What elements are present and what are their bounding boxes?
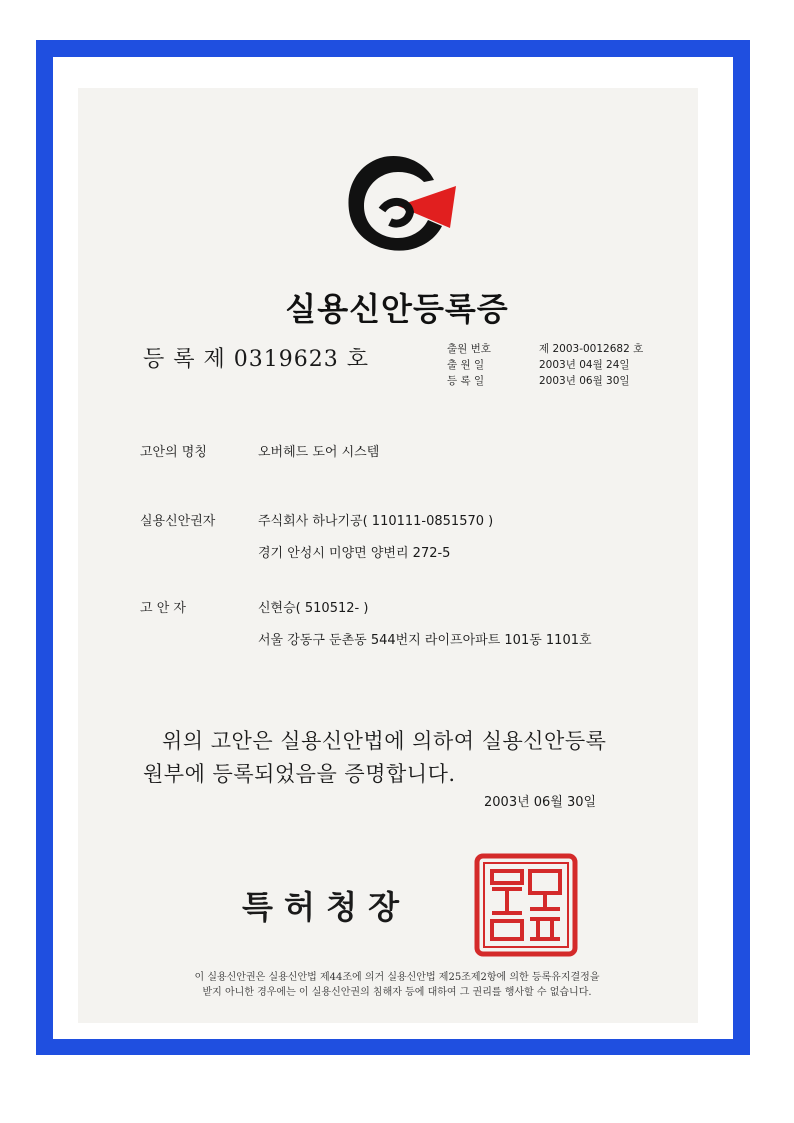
filing-details	[447, 341, 643, 389]
statement-line-2: 원부에 등록되었음을 증명합니다.	[143, 762, 456, 786]
footnote-line-2: 받지 아니한 경우에는 이 실용신안권의 침해자 등에 대하여 그 권리를 행사할 수 없습니다.	[202, 987, 592, 998]
meta-label: 등 록 일	[447, 375, 485, 387]
registration-date-row	[447, 373, 643, 389]
meta-value: 제 2003-0012682 호	[539, 343, 644, 355]
statement-line-1: 위의 고안은 실용신안법에 의하여 실용신안등록	[162, 729, 607, 753]
registration-number: 등 록 제 0319623 호	[143, 347, 369, 372]
inventor-address: 서울 강동구 둔촌동 544번지 라이프아파트 101동 1101호	[258, 633, 592, 648]
meta-label: 출 원 일	[447, 359, 485, 371]
issuer-name: 특 허 청 장	[242, 888, 400, 926]
kipo-logo	[338, 150, 462, 260]
holder-address: 경기 안성시 미양면 양변리 272-5	[258, 546, 451, 561]
official-seal-icon	[474, 853, 578, 957]
issue-date: 2003년 06월 30일	[484, 795, 597, 810]
device-name-value: 오버헤드 도어 시스템	[258, 445, 380, 460]
meta-value: 2003년 04월 24일	[539, 359, 630, 371]
footnote-line-1: 이 실용신안권은 실용신안법 제44조에 의거 실용신안법 제25조제2항에 의한 등록유지결정을	[194, 972, 600, 983]
inventor-name: 신현승( 510512- )	[258, 601, 369, 616]
meta-label: 출원 번호	[447, 343, 491, 355]
holder-label: 실용신안권자	[140, 514, 216, 529]
certificate-title: 실용신안등록증	[285, 290, 509, 328]
inventor-label: 고 안 자	[140, 601, 186, 616]
filing-date-row	[447, 357, 643, 373]
holder-name: 주식회사 하나기공( 110111-0851570 )	[258, 514, 494, 529]
application-number-row	[447, 341, 643, 357]
device-name-label: 고안의 명칭	[140, 445, 207, 460]
meta-value: 2003년 06월 30일	[539, 375, 630, 387]
